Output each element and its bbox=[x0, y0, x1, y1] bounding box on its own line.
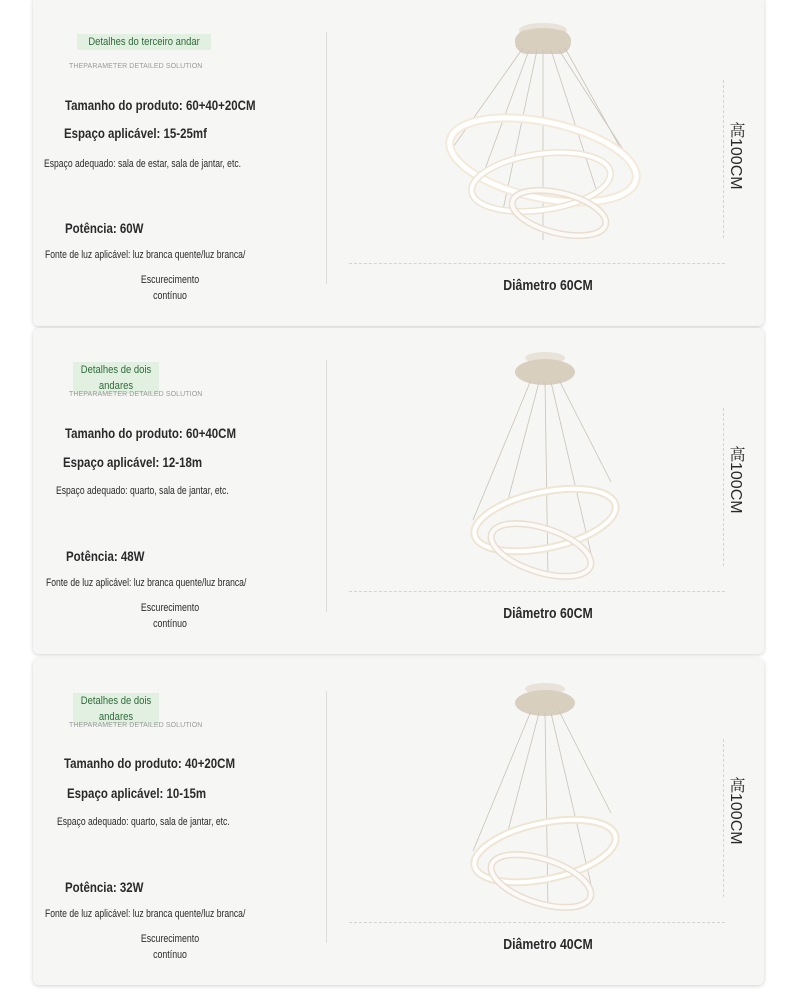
diameter-dimension-line bbox=[349, 922, 725, 923]
dimming-line-1: Escurecimento bbox=[140, 602, 200, 614]
light-source: Fonte de luz aplicável: luz branca quente/luz branca/ bbox=[46, 577, 247, 589]
light-source: Fonte de luz aplicável: luz branca quente/luz branca/ bbox=[45, 249, 246, 261]
dimming-line-2: contínuo bbox=[153, 290, 187, 302]
dimming-line-1: Escurecimento bbox=[140, 274, 200, 286]
dimming-line-2: contínuo bbox=[153, 618, 187, 630]
suitable-space: Espaço adequado: quarto, sala de jantar, etc. bbox=[57, 816, 230, 828]
diameter-label: Diâmetro 40CM bbox=[503, 936, 593, 953]
power: Potência: 48W bbox=[66, 548, 145, 564]
suitable-space: Espaço adequado: quarto, sala de jantar, etc. bbox=[56, 485, 229, 497]
spec-panel-two-tier-small bbox=[33, 659, 764, 985]
column-divider bbox=[326, 691, 327, 943]
column-divider bbox=[326, 360, 327, 612]
power: Potência: 32W bbox=[65, 879, 144, 895]
panel-title: Detalhes de dois andares bbox=[73, 362, 159, 394]
applicable-space: Espaço aplicável: 10-15m bbox=[67, 785, 207, 801]
spec-panel-three-tier bbox=[33, 0, 764, 326]
dimming-line-1: Escurecimento bbox=[140, 933, 200, 945]
product-size: Tamanho do produto: 60+40+20CM bbox=[65, 97, 256, 113]
applicable-space: Espaço aplicável: 15-25mf bbox=[64, 125, 207, 141]
height-label: 高100CM bbox=[727, 777, 744, 845]
two-ring-chandelier-image bbox=[453, 681, 633, 916]
applicable-space: Espaço aplicável: 12-18m bbox=[63, 454, 203, 470]
panel-subtitle: THEPARAMETER DETAILED SOLUTION bbox=[69, 722, 203, 729]
three-ring-chandelier-image bbox=[433, 20, 653, 250]
diameter-label: Diâmetro 60CM bbox=[503, 277, 593, 294]
suitable-space: Espaço adequado: sala de estar, sala de jantar, etc. bbox=[44, 158, 242, 170]
panel-subtitle: THEPARAMETER DETAILED SOLUTION bbox=[69, 391, 203, 398]
panel-title: Detalhes de dois andares bbox=[73, 693, 159, 725]
height-label: 高100CM bbox=[727, 122, 744, 190]
diameter-dimension-line bbox=[349, 591, 725, 592]
panel-title: Detalhes do terceiro andar bbox=[77, 34, 211, 50]
height-label: 高100CM bbox=[727, 446, 744, 514]
dimming-line-2: contínuo bbox=[153, 949, 187, 961]
panel-subtitle: THEPARAMETER DETAILED SOLUTION bbox=[69, 63, 203, 70]
product-size: Tamanho do produto: 60+40CM bbox=[65, 425, 237, 441]
power: Potência: 60W bbox=[65, 220, 144, 236]
two-ring-chandelier-image bbox=[453, 350, 633, 585]
product-size: Tamanho do produto: 40+20CM bbox=[64, 755, 236, 771]
diameter-dimension-line bbox=[349, 263, 725, 264]
diameter-label: Diâmetro 60CM bbox=[503, 605, 593, 622]
light-source: Fonte de luz aplicável: luz branca quente/luz branca/ bbox=[45, 908, 246, 920]
column-divider bbox=[326, 32, 327, 284]
spec-panel-two-tier-large bbox=[33, 328, 764, 654]
